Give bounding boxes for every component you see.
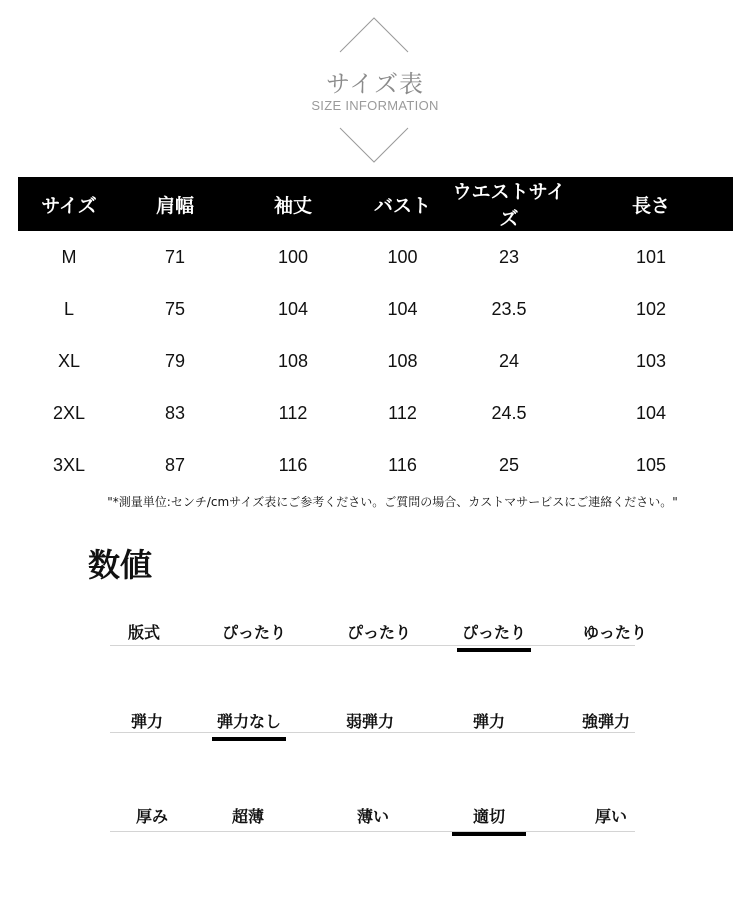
spec-option: 弾力 [473,712,506,731]
spec-option-label: 適切 [473,807,506,826]
col-header-waist: ウエストサイズ [449,177,569,231]
table-row [18,387,733,439]
cell-sleeve: 100 [277,246,309,267]
cell-sleeve: 116 [278,454,308,475]
cell-length: 102 [635,298,667,319]
spec-row-label: 厚み [136,807,169,826]
cell-waist: 24 [498,350,520,371]
spec-row-label: 版式 [128,623,161,642]
cell-shoulder: 79 [164,350,186,371]
cell-length: 105 [635,454,667,475]
spec-option: ゆったり [583,623,647,642]
measurement-note: "*測量単位:センチ/cmサイズ表にご参考ください。ご質問の場合、カストマサービスにご連絡ください。" [107,495,678,509]
spec-option: 薄い [357,807,390,826]
cell-shoulder: 87 [164,454,186,475]
spec-option-label: ぴったり [462,623,527,642]
row-divider [110,645,635,646]
cell-size: M [61,246,77,267]
spec-row-thickness [110,796,635,832]
cell-sleeve: 112 [278,402,308,423]
col-header-length: 長さ [569,177,733,231]
col-header-size: サイズ [18,177,120,231]
table-row [18,231,733,283]
spec-option: ぴったり [347,623,412,642]
header-subtitle: SIZE INFORMATION [311,98,439,113]
row-divider [110,732,635,733]
cell-bust: 104 [387,298,418,319]
spec-option-label: 弾力なし [217,712,282,731]
cell-size: XL [57,350,81,371]
spec-option [473,804,505,827]
cell-length: 103 [635,350,667,371]
table-row [18,439,733,491]
spec-option: ぴったり [222,623,287,642]
cell-length: 101 [635,246,667,267]
cell-shoulder: 71 [164,246,186,267]
size-table-header-row [18,177,733,231]
cell-shoulder: 83 [164,402,186,423]
selected-indicator-bar [212,737,286,741]
spec-row-fit [110,612,647,646]
selected-indicator-bar [457,648,531,652]
cell-sleeve: 104 [277,298,309,319]
spec-option [217,709,281,732]
cell-waist: 24.5 [491,402,527,423]
spec-option [462,620,526,643]
spec-section-title: 数値 [88,546,153,584]
header-block [0,0,750,170]
spec-option: 強弾力 [582,712,631,731]
header-title: サイズ表 [325,70,425,98]
table-row [18,283,733,335]
spec-option: 超薄 [232,807,265,826]
cell-bust: 100 [387,246,418,267]
cell-bust: 116 [388,454,417,475]
cell-shoulder: 75 [164,298,186,319]
cell-bust: 108 [387,350,418,371]
cell-waist: 23.5 [491,298,527,319]
size-table [18,177,733,491]
cell-size: 2XL [52,402,86,423]
cell-waist: 23 [498,246,520,267]
table-row [18,335,733,387]
col-header-shoulder: 肩幅 [120,177,230,231]
cell-size: L [63,298,74,319]
cell-waist: 25 [498,454,520,475]
cell-bust: 112 [388,402,417,423]
cell-sleeve: 108 [277,350,309,371]
cell-length: 104 [635,402,667,423]
spec-row-elasticity [110,700,635,733]
col-header-bust: バスト [356,177,449,231]
selected-indicator-bar [452,832,526,836]
col-header-sleeve: 袖丈 [230,177,356,231]
row-divider [110,831,635,832]
spec-option: 厚い [595,807,628,826]
cell-size: 3XL [52,454,86,475]
spec-option: 弱弾力 [346,712,395,731]
spec-row-label: 弾力 [131,712,164,731]
